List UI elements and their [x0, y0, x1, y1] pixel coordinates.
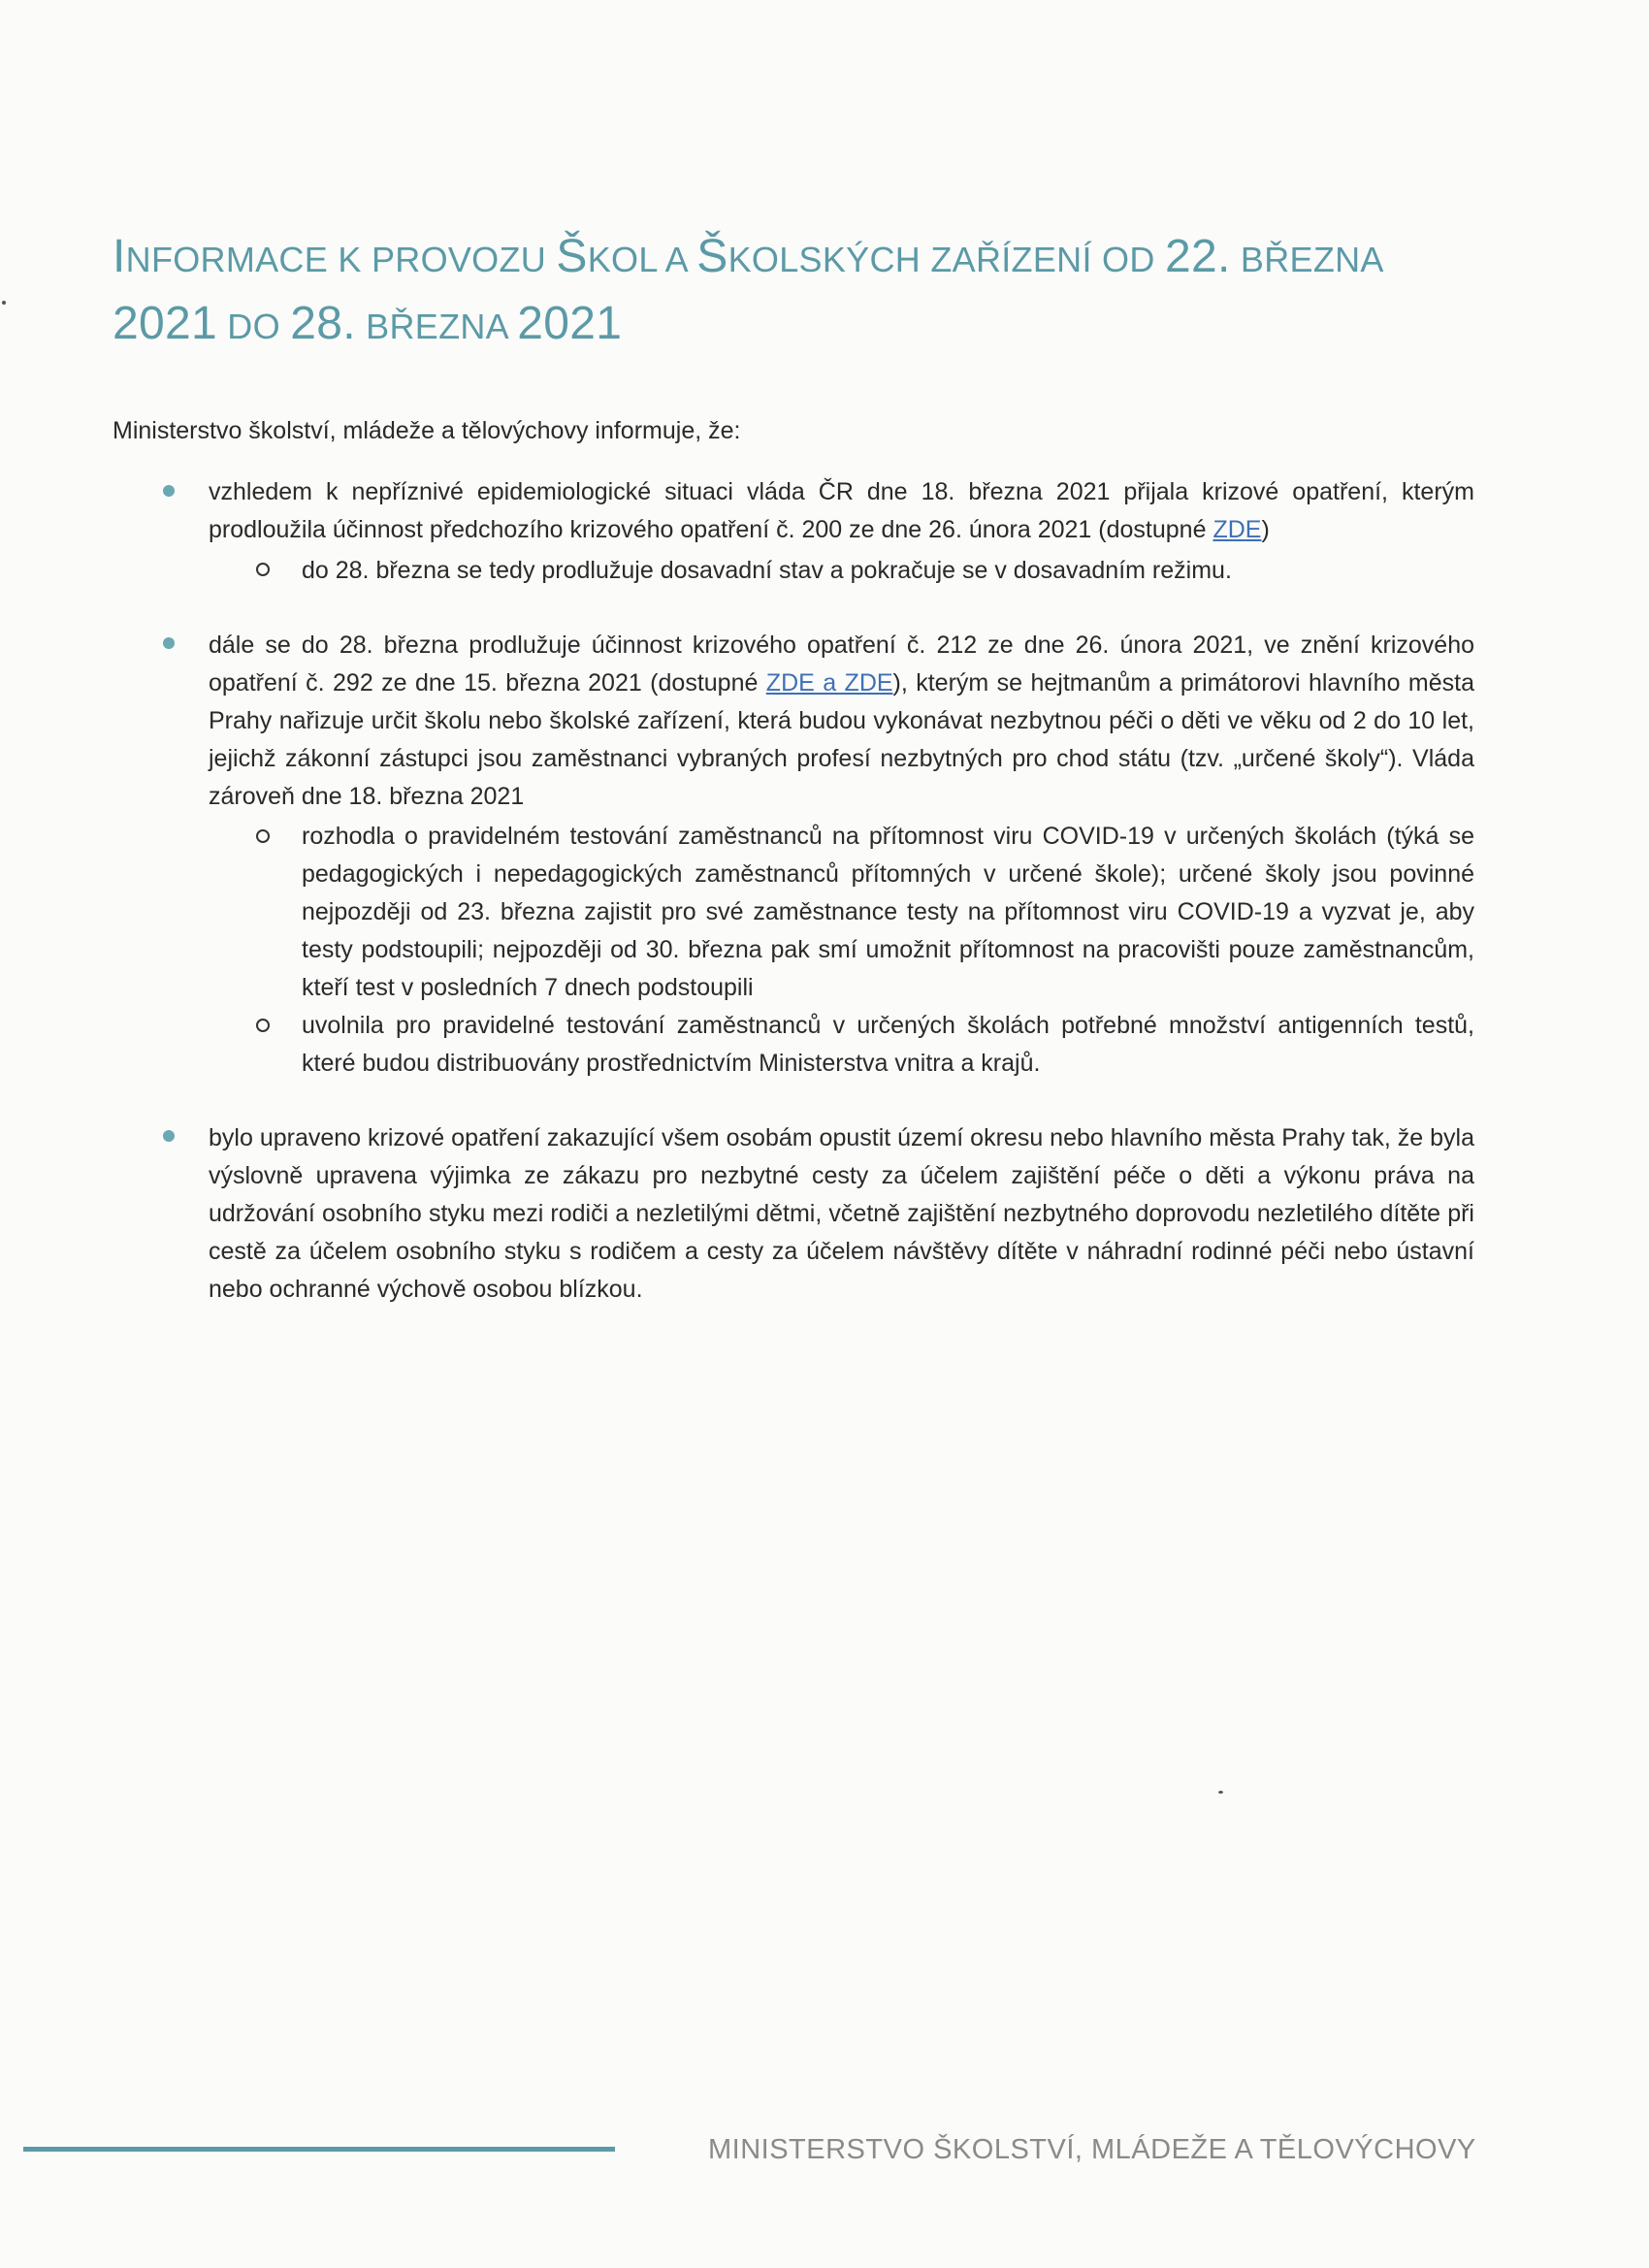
sub-item-1-1: do 28. března se tedy prodlužuje dosavadní stav a pokračuje se v dosavadním režimu.	[302, 557, 1232, 584]
bullet-icon	[163, 485, 175, 497]
list-item-3: bylo upraveno krizové opatření zakazující všem osobám opustit území okresu nebo hlavního města Prahy tak, že byla výslovně upravena výjimka ze zákazu pro nezbytné cesty za účelem zajištění péče o děti a výkonu práva na udržování osobního styku mezi rodiči a nezletilými dětmi, včetně zajištění nezbytného doprovodu nezletilého dítěte při cestě za účelem osobního styku s rodičem a cesty za účelem návštěvy dítěte v náhradní rodinné péči nebo ústavní nebo ochranné výchově osobou blízkou.	[209, 1124, 1474, 1303]
link-zde[interactable]: ZDE	[1212, 516, 1262, 543]
title-text: KOL A	[587, 240, 697, 279]
footer-organization: MINISTERSTVO ŠKOLSTVÍ, MLÁDEŽE A TĚLOVÝCHOVY	[708, 2134, 1476, 2165]
title-text: I	[113, 231, 126, 282]
title-text: DO	[216, 307, 291, 346]
footer-rule	[23, 2147, 615, 2152]
title-text: NFORMACE K PROVOZU	[125, 240, 557, 279]
title-text: KOLSKÝCH ZAŘÍZENÍ OD	[728, 240, 1165, 279]
circle-bullet-icon	[256, 563, 270, 576]
circle-bullet-icon	[256, 1019, 270, 1032]
scan-speck	[1218, 1791, 1223, 1794]
list-item-1	[209, 473, 1474, 549]
title-text: Š	[556, 231, 588, 282]
sub-item-2-1: rozhodla o pravidelném testování zaměstnanců na přítomnost viru COVID-19 v určených školách (týká se pedagogických i nepedagogických zaměstnanců přítomných v určené škole); určené školy jsou povinné nejpozději od 23. března zajistit pro své zaměstnance testy na přítomnost viru COVID-19 a vyzvat je, aby testy podstoupili; nejpozději od 30. března pak smí umožnit přítomnost na pracovišti pouze zaměstnancům, kteří test v posledních 7 dnech podstoupili	[302, 823, 1474, 1001]
title-text: BŘEZNA	[1230, 240, 1384, 279]
list-item-text: vzhledem k nepříznivé epidemiologické situaci vláda ČR dne 18. března 2021 přijala krizové opatření, kterým prodloužila účinnost předchozího krizového opatření č. 200 ze dne 26. února 2021 (dostupné	[209, 478, 1474, 543]
title-text: 2021	[517, 298, 623, 349]
sub-item-2-2: uvolnila pro pravidelné testování zaměstnanců v určených školách potřebné množství antigenních testů, které budou distribuovány prostřednictvím Ministerstva vnitra a krajů.	[302, 1012, 1474, 1077]
document-title	[113, 225, 1471, 359]
list-item-text: dále se do 28. března prodlužuje účinnost krizového opatření č. 212 ze dne 26. února 2021, ve znění krizového opatření č. 292 ze dne 15. března 2021 (dostupné	[209, 632, 1474, 697]
title-text: 28.	[290, 298, 356, 349]
title-text: Š	[696, 231, 728, 282]
list-item-text: ), kterým se hejtmanům a primátorovi hlavního města Prahy nařizuje určit školu nebo školské zařízení, která budou vykonávat nezbytnou péči o děti ve věku od 2 do 10 let, jejichž zákonní zástupci jsou zaměstnanci vybraných profesí nezbytných pro chod státu (tzv. „určené školy“). Vláda zároveň dne 18. března 2021	[209, 669, 1474, 810]
bullet-icon	[163, 1130, 175, 1142]
list-item-text: )	[1261, 516, 1270, 543]
link-zde-a-zde[interactable]: ZDE a ZDE	[765, 669, 893, 697]
scan-speck	[2, 301, 6, 305]
title-text: 2021	[113, 298, 217, 349]
list-item-2	[209, 627, 1474, 816]
circle-bullet-icon	[256, 829, 270, 843]
title-text: 22.	[1164, 231, 1231, 282]
title-text: BŘEZNA	[355, 307, 518, 346]
bullet-icon	[163, 637, 175, 649]
intro-paragraph: Ministerstvo školství, mládeže a tělovýchovy informuje, že:	[113, 417, 741, 444]
